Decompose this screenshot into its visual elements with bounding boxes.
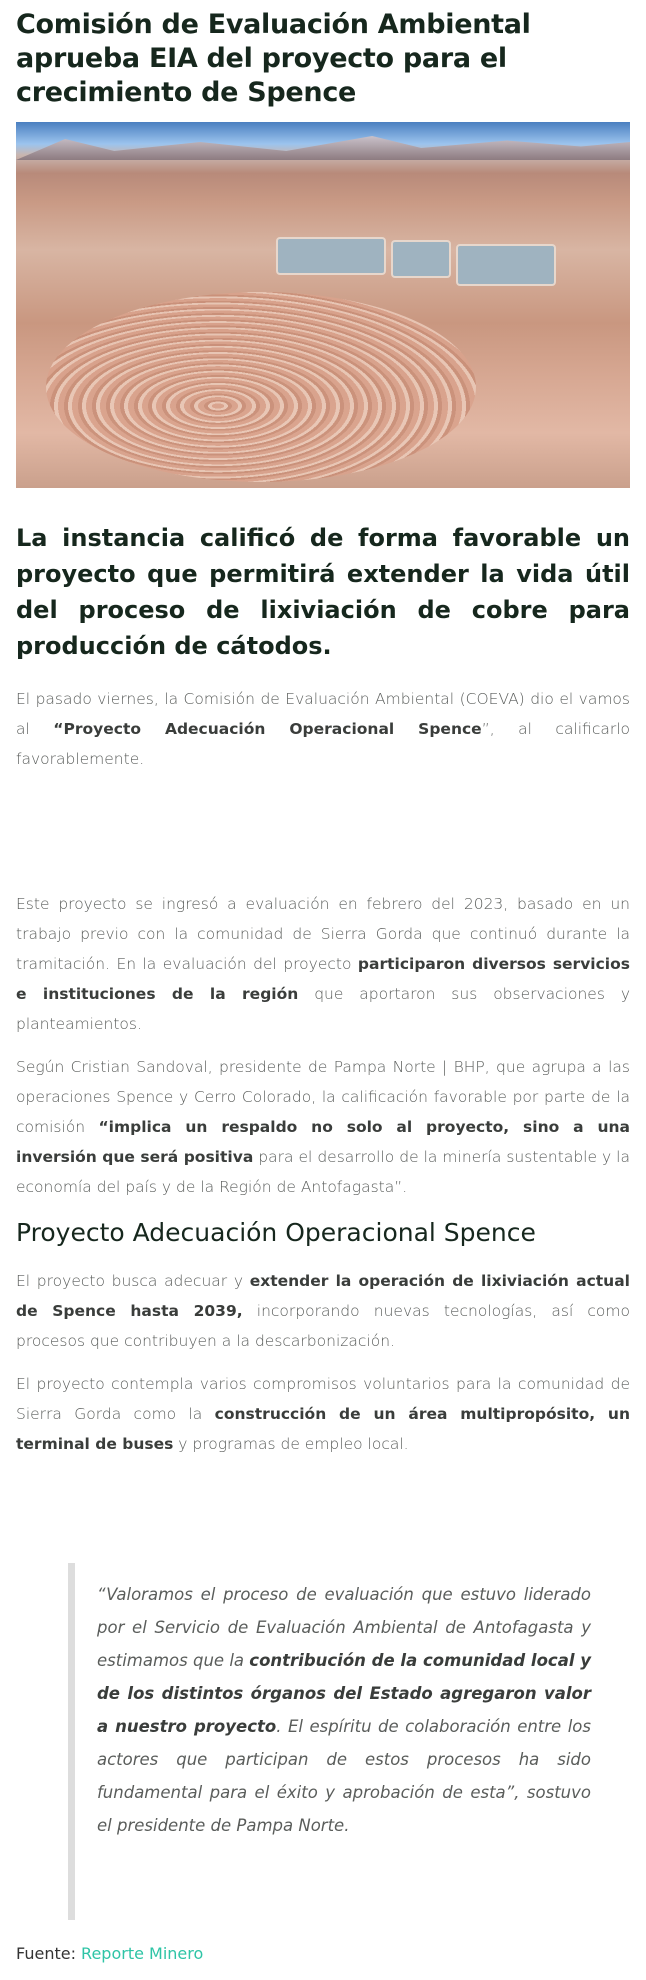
paragraph-1	[16, 684, 630, 774]
paragraph-4	[16, 1266, 630, 1356]
open-pit	[46, 292, 476, 482]
bold-text: participaron diversos servicios e instituciones de la región	[16, 955, 630, 1003]
text: El proyecto busca adecuar y	[16, 1272, 250, 1290]
bold-text: “implica un respaldo no solo al proyecto, sino a una inversión que será positiva	[16, 1118, 630, 1166]
text: El proyecto contempla varios compromisos voluntarios para la comunidad de Sierra Gorda como la	[16, 1375, 630, 1423]
text: para el desarrollo de la minería sustentable y la economía del país y de la Región de Antofagasta”.	[16, 1148, 630, 1196]
text: que aportaron sus observaciones y planteamientos.	[16, 985, 630, 1033]
mine-photo	[16, 122, 630, 488]
text: y programas de empleo local.	[173, 1435, 409, 1453]
text: incorporando nuevas tecnologías, así como procesos que contribuyen a la descarbonización.	[16, 1302, 630, 1350]
text: . El espíritu de colaboración entre los actores que participan de estos procesos ha sido fundamental para el éxito y aprobación de esta”, sostuvo el presidente de Pampa Norte.	[97, 1717, 591, 1835]
text: “Valoramos el proceso de evaluación que estuvo liderado por el Servicio de Evaluación Ambiental de Antofagasta y estimamos que la	[97, 1585, 591, 1670]
bold-text: construcción de un área multipropósito, un terminal de buses	[16, 1405, 630, 1453]
bold-text: “Proyecto Adecuación Operacional Spence	[53, 720, 482, 738]
paragraph-5	[16, 1369, 630, 1459]
text: Este proyecto se ingresó a evaluación en febrero del 2023, basado en un trabajo previo con la comunidad de Sierra Gorda que continuó durante la tramitación. En la evaluación del proyecto	[16, 895, 630, 973]
bold-text: contribución de la comunidad local y de los distintos órganos del Estado agregaron valor a nuestro proyecto	[97, 1651, 592, 1736]
text: Según Cristian Sandoval, presidente de Pampa Norte | BHP, que agrupa a las operaciones Spence y Cerro Colorado, la calificación favorable por parte de la comisión	[16, 1058, 630, 1136]
leach-pond	[391, 240, 451, 278]
blockquote-bar	[68, 1563, 75, 1920]
paragraph-3	[16, 1052, 630, 1202]
leach-pond	[276, 237, 386, 275]
blockquote	[97, 1578, 591, 1842]
source-label: Fuente:	[16, 1944, 82, 1963]
text: El pasado viernes, la Comisión de Evaluación Ambiental (COEVA) dio el vamos al	[16, 690, 630, 738]
leach-pond	[456, 244, 556, 286]
article-title: Comisión de Evaluación Ambiental aprueba EIA del proyecto para el crecimiento de Spence	[16, 9, 531, 108]
source-line	[16, 1944, 203, 1963]
text: ”, al calificarlo favorablemente.	[16, 720, 630, 768]
bold-text: extender la operación de lixiviación actual de Spence hasta 2039,	[16, 1272, 630, 1320]
section-heading: Proyecto Adecuación Operacional Spence	[16, 1218, 536, 1247]
mountains	[16, 130, 630, 160]
source-link[interactable]: Reporte Minero	[81, 1944, 204, 1963]
article-subtitle: La instancia calificó de forma favorable un proyecto que permitirá extender la vida útil del proceso de lixiviación de cobre para producción de cátodos.	[16, 524, 630, 660]
paragraph-2	[16, 889, 630, 1039]
